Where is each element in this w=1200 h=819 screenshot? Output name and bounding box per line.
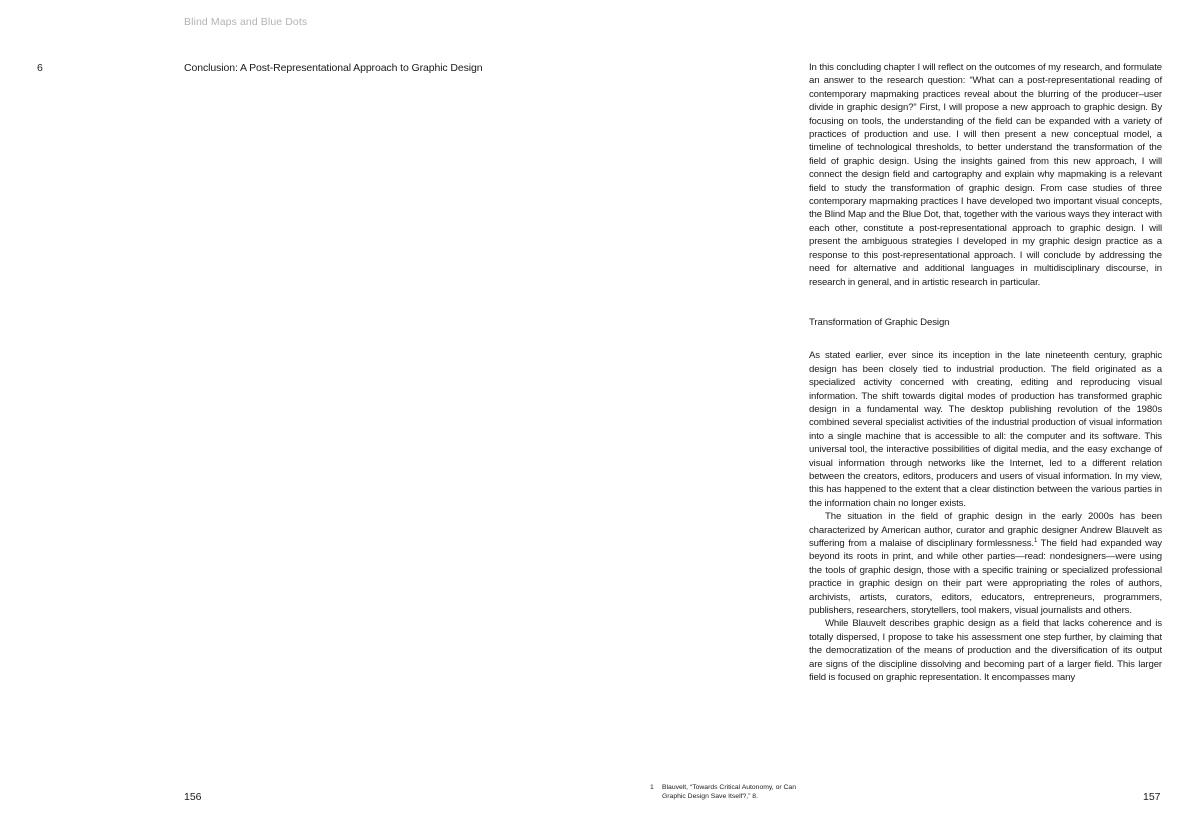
running-head: Blind Maps and Blue Dots <box>184 16 308 28</box>
footnote-marker: 1 <box>650 784 654 791</box>
footnote-reference[interactable]: 1 <box>1033 538 1038 544</box>
page-number-left: 156 <box>184 791 202 803</box>
section-heading: Transformation of Graphic Design <box>809 316 950 328</box>
body-paragraph-2-text-b: The field had expanded way beyond its roots in print, and while other parties—read: nondesigners—were using the tools of graphic design, those with a specific training or specialized professional practice in graphic design on their part were appropriating the roles of authors, archivists, artists, curators, editors, educators, entrepreneurs, programmers, publishers, researchers, storytellers, tool makers, visual journalists and others. <box>809 538 1162 617</box>
main-text-column <box>809 61 1162 684</box>
body-paragraph-1: As stated earlier, ever since its inception in the late nineteenth century, graphic design has been closely tied to industrial production. The field originated as a specialized activity concerned with creating, editing and reproducing visual information. The shift towards digital modes of production has transformed graphic design in a fundamental way. The desktop publishing revolution of the 1980s combined several specialist activities of the industrial production of visual information into a single machine that is accessible to all: the computer and its software. This universal tool, the interactive possibilities of digital media, and the easy exchange of visual information through networks like the Internet, led to a different relation between the creators, editors, producers and users of visual information. In my view, this has happened to the extent that a clear distinction between the various parties in the information chain no longer exists. <box>809 350 1162 509</box>
chapter-title: Conclusion: A Post-Representational Approach to Graphic Design <box>184 62 483 74</box>
body-paragraph-2 <box>809 510 1162 617</box>
intro-paragraph: In this concluding chapter I will reflect on the outcomes of my research, and formulate an answer to the research question: “What can a post-representational reading of contemporary mapmaking practices reveal about the blurring of the producer–user divide in graphic design?” First, I will propose a new approach to graphic design. By focusing on tools, the understanding of the field can be expanded with a variety of practices of production and use. I will then present a new conceptual model, a timeline of technological thresholds, to better understand the transformation of the field of graphic design. Using the insights gained from this new approach, I will connect the design field and cartography and explain why mapmaking is a relevant field to study the transformation of graphic design. From case studies of three contemporary mapmaking practices I have developed two important visual concepts, the Blind Map and the Blue Dot, that, together with the various ways they interact with each other, constitute a post-representational approach to graphic design. I will present the ambiguous strategies I developed in my graphic design practice as a response to this post-representational approach. I will conclude by addressing the need for alternative and additional languages in multidisciplinary discourse, in research in general, and in artistic research in particular. <box>809 62 1162 288</box>
footnote-text: Blauvelt, “Towards Critical Autonomy, or Can Graphic Design Save Itself?,” 8. <box>662 784 796 800</box>
chapter-number: 6 <box>37 62 43 74</box>
page-number-right: 157 <box>1143 791 1161 803</box>
body-paragraph-2-text-a: The situation in the field of graphic design in the early 2000s has been characterized by American author, curator and graphic designer Andrew Blauvelt as suffering from a malaise of disciplinary formlessness. <box>809 511 1162 549</box>
body-paragraph-3: While Blauvelt describes graphic design as a field that lacks coherence and is totally dispersed, I propose to take his assessment one step further, by claiming that the democratization of the means of production and the diversification of its output are signs of the discipline dissolving and becoming part of a larger field. This larger field is focused on graphic representation. It encompasses many <box>809 618 1162 684</box>
